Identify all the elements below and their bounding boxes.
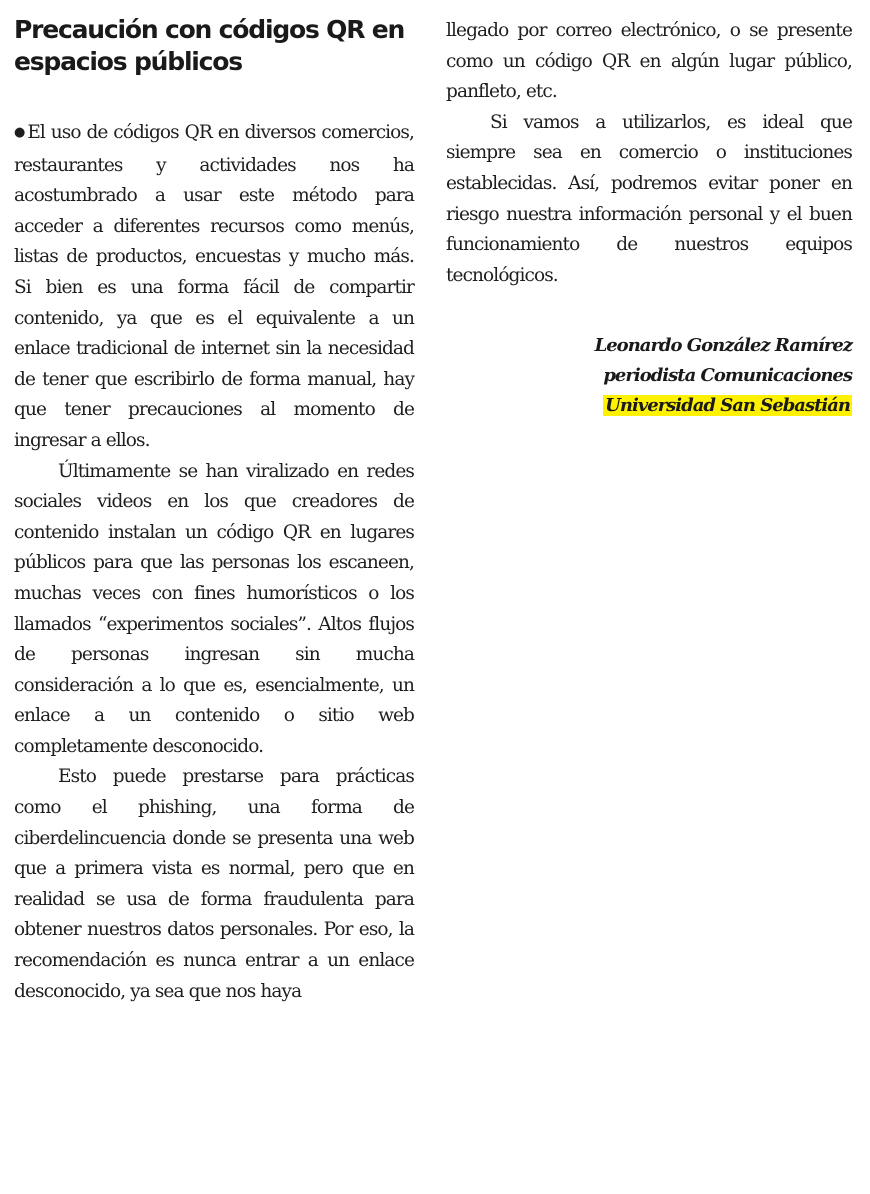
author-role: periodista Comunicaciones [603, 365, 852, 387]
author-affiliation: Universidad San Sebastián [605, 395, 850, 417]
article-title: Precaución con códigos QR en espacios públicos [14, 15, 405, 76]
bullet-icon: ● [14, 125, 26, 140]
column-left [14, 0, 414, 1007]
signature-block [446, 331, 852, 421]
paragraph-4: Si vamos a utilizarlos, es ideal que siempre sea en comercio o instituciones establecidas. Así, podremos evitar poner en riesgo nuestra información personal y el buen funcionamiento de nuestros equipos tecnológicos. [446, 111, 852, 286]
paragraph-1 [14, 118, 414, 457]
paragraph-1-text: El uso de códigos QR en diversos comercios, restaurantes y actividades nos ha acostumbrado a usar este método para acceder a diferentes recursos como menús, listas de productos, encuestas y mucho más. Si bien es una forma fácil de compartir contenido, ya que es el equivalente a un enlace tradicional de internet sin la necesidad de tener que escribirlo de forma manual, hay que tener precauciones al momento de ingresar a ellos. [14, 122, 414, 451]
author-name: Leonardo González Ramírez [594, 335, 852, 357]
paragraph-3: Esto puede prestarse para prácticas como el phishing, una forma de ciberdelincuencia donde se presenta una web que a primera vista es normal, pero que en realidad se usa de forma fraudulenta para obtener nuestros datos personales. Por eso, la recomendación es nunca entrar a un enlace desconocido, ya sea que nos haya [14, 766, 414, 1002]
column-right [446, 0, 852, 421]
paragraph-2: Últimamente se han viralizado en redes sociales videos en los que creadores de contenido instalan un código QR en lugares públicos para que las personas los escaneen, muchas veces con fines humorísticos o los llamados “experimentos sociales”. Altos flujos de personas ingresan sin mucha consideración a lo que es, esencialmente, un enlace a un contenido o sitio web completamente desconocido. [14, 460, 414, 757]
paragraph-3-continued: llegado por correo electrónico, o se presente como un código QR en algún lugar público, panfleto, etc. [446, 20, 852, 103]
